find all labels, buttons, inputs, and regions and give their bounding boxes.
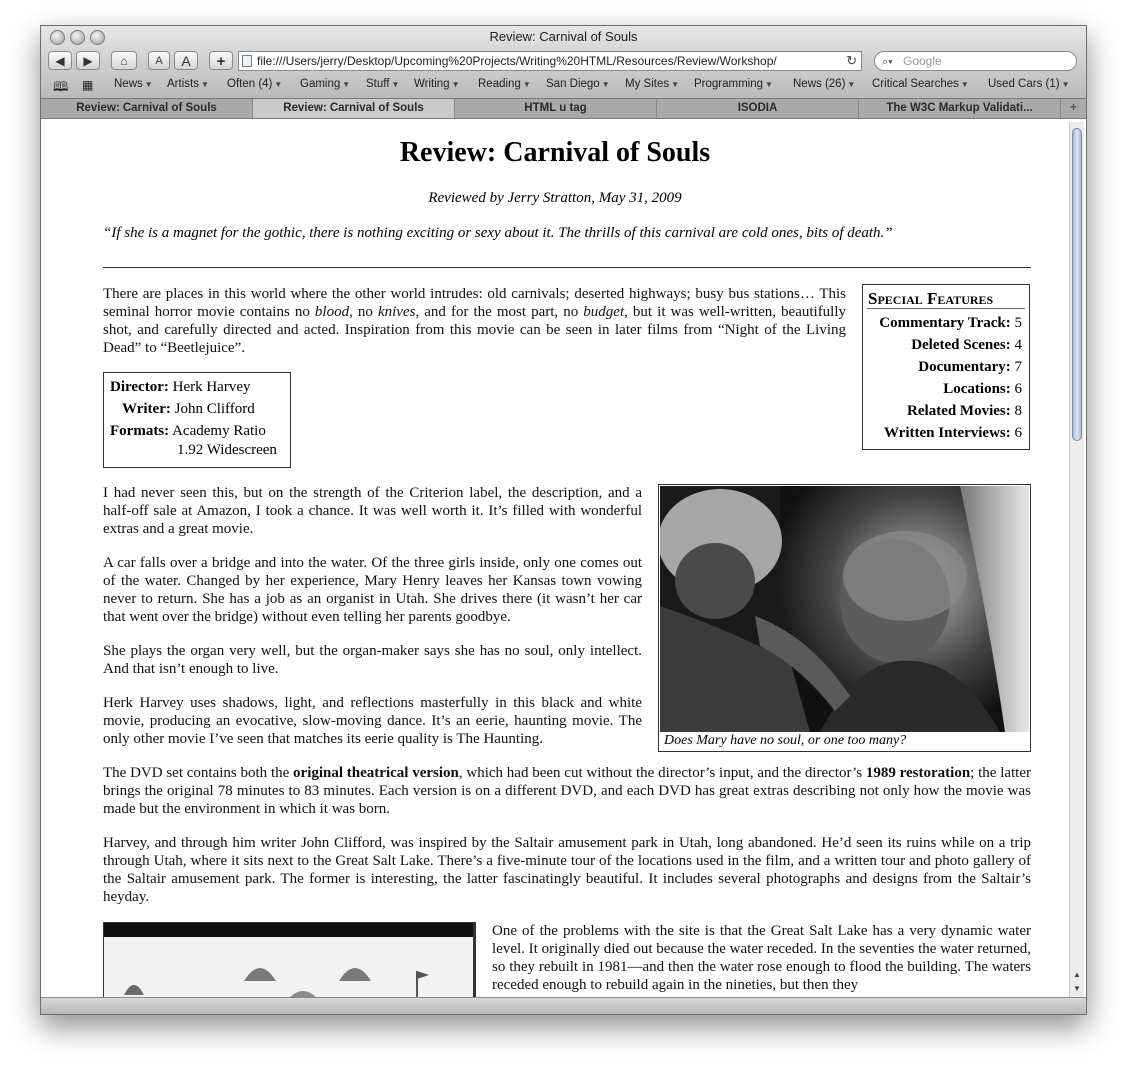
back-arrow-icon: ◀ (55, 54, 65, 68)
divider (103, 267, 1031, 268)
feature-documentary: Documentary: 7 (918, 359, 1022, 375)
bookmark-critical-searches[interactable]: Critical Searches ▼ (872, 78, 969, 90)
movie-still-image (660, 486, 1029, 732)
credit-format-2: 1.92 Widescreen (177, 442, 277, 458)
intro-paragraph: There are places in this world where the other world intrudes: old carnivals; deserted highways; busy bus stations… This seminal horror movie contains no blood, no knives, and for the most part, no budget, but it was well-written, beautifully shot, and carefully directed and acted. Inspiration from this movie can be seen in later films from “Night of the Living Dead” to “Beetlejuice”. (103, 286, 847, 356)
add-bookmark-button[interactable]: + (209, 51, 233, 70)
credit-formats: Formats: Academy Ratio (110, 423, 266, 439)
tab-isodia[interactable]: ISODIA (657, 99, 859, 118)
scroll-down-arrow-icon[interactable]: ▼ (1073, 984, 1081, 993)
tab-bar (41, 98, 1086, 119)
window-title: Review: Carnival of Souls (489, 29, 638, 44)
credits-box (103, 372, 291, 468)
bookmark-stuff[interactable]: Stuff ▼ (366, 78, 400, 90)
saltair-photo (103, 922, 476, 997)
byline: Reviewed by Jerry Stratton, May 31, 2009 (428, 190, 682, 206)
page-content (41, 122, 1069, 997)
address-text: file:///Users/jerry/Desktop/Upcoming%20Projects/Writing%20HTML/Resources/Review/Workshop/ (257, 54, 777, 68)
credit-director: Director: Herk Harvey (110, 379, 251, 395)
page-title: Review: Carnival of Souls (399, 137, 711, 168)
vertical-scrollbar[interactable] (1069, 122, 1084, 997)
new-tab-plus-icon[interactable]: + (1070, 102, 1077, 114)
feature-related-movies: Related Movies: 8 (907, 403, 1022, 419)
status-bar (41, 997, 1086, 1014)
feature-commentary: Commentary Track: 5 (879, 315, 1022, 331)
saltair-photo-image (104, 923, 474, 997)
feature-written-interviews: Written Interviews: 6 (883, 425, 1022, 441)
bookmark-artists[interactable]: Artists ▼ (167, 78, 209, 90)
bigger-text-button[interactable]: A (174, 51, 198, 70)
tab-html-u-tag[interactable]: HTML u tag (455, 99, 657, 118)
credit-writer: Writer: John Clifford (122, 401, 255, 417)
back-button[interactable] (48, 51, 72, 70)
bookmark-news-26[interactable]: News (26) ▼ (793, 78, 856, 90)
bookmark-my-sites[interactable]: My Sites ▼ (625, 78, 680, 90)
paragraph-saltair: Harvey, and through him writer John Clifford, was inspired by the Saltair amusement park in Utah, long abandoned. He’d seen its ruins while on a trip through Utah, where it sits next to the Great Salt Lake. There’s a five-minute tour of the locations used in the film, and a written tour and photo gallery of the Saltair amusement park. The former is interesting, the latter fascinatingly beautiful. It includes several photographs and designs from the Saltair’s heyday. (103, 835, 1031, 905)
scroll-up-arrow-icon[interactable]: ▲ (1073, 970, 1081, 979)
special-features-box (862, 284, 1030, 450)
movie-still-figure (658, 484, 1031, 752)
bookmark-san-diego[interactable]: San Diego ▼ (546, 78, 610, 90)
paragraph-organ: She plays the organ very well, but the organ-maker says she has no soul, only intellect. And that isn’t enough to live. (103, 643, 642, 677)
bookmark-news[interactable]: News ▼ (114, 78, 153, 90)
address-bar[interactable] (238, 51, 862, 71)
grid-icon[interactable]: ▦ (82, 78, 94, 92)
figure-caption: Does Mary have no soul, or one too many? (664, 733, 907, 748)
browser-window (40, 25, 1087, 1015)
book-icon[interactable]: 🕮 (53, 79, 69, 94)
feature-locations: Locations: 6 (943, 381, 1022, 397)
home-icon: ⌂ (120, 54, 128, 68)
search-icon: ⌕▾ (882, 56, 893, 68)
tab-review-1[interactable]: Review: Carnival of Souls (41, 99, 253, 118)
bookmark-gaming[interactable]: Gaming ▼ (300, 78, 351, 90)
pull-quote: “If she is a magnet for the gothic, there is nothing exciting or sexy about it. The thrills of this carnival are cold ones, bits of death.” (103, 225, 893, 241)
reload-icon[interactable]: ↻ (846, 53, 857, 68)
paragraph-shadows: Herk Harvey uses shadows, light, and reflections masterfully in this black and white movie, producing an evocative, slow-moving dance. It’s an eerie, haunting movie. The only other movie I’ve seen that matches its eerie quality is The Haunting. (103, 695, 642, 747)
bookmark-writing[interactable]: Writing ▼ (414, 78, 460, 90)
paragraph-lake: One of the problems with the site is that the Great Salt Lake has a very dynamic water level. It originally died out because the water receded. In the seventies the water returned, so they rebuilt in 1981—and then the water rose enough to flood the building. The waters receded enough to rebuild again in the nineties, but then they (492, 923, 1031, 993)
bookmark-often[interactable]: Often (4) ▼ (227, 78, 283, 90)
paragraph-plot: A car falls over a bridge and into the water. Of the three girls inside, only one comes out of the water. Changed by her experience, Mary Henry leaves her Kansas town vowing never to return. She has a job as an organist in Utah. She drives there (it wasn’t her car that went over the bridge) without even telling her parents goodbye. (103, 555, 642, 625)
forward-arrow-icon: ▶ (83, 54, 93, 68)
search-field[interactable] (874, 51, 1077, 71)
paragraph-criterion: I had never seen this, but on the strength of the Criterion label, the description, and a half-off sale at Amazon, I took a chance. It was well worth it. It’s filled with wonderful extras and a great movie. (103, 485, 642, 537)
feature-deleted-scenes: Deleted Scenes: 4 (911, 337, 1022, 353)
toolbar-area (41, 26, 1086, 98)
smaller-text-button[interactable]: A (148, 51, 170, 70)
search-placeholder: Google (903, 54, 942, 68)
bookmark-reading[interactable]: Reading ▼ (478, 78, 531, 90)
page-icon (242, 55, 252, 67)
features-rule (867, 308, 1025, 309)
tab-w3c-validator[interactable]: The W3C Markup Validati... (859, 99, 1061, 118)
forward-button[interactable] (76, 51, 100, 70)
bookmark-used-cars[interactable]: Used Cars (1) ▼ (988, 78, 1070, 90)
bookmark-programming[interactable]: Programming ▼ (694, 78, 773, 90)
bookmarks-bar (41, 76, 1086, 96)
special-features-heading: Special Features (868, 289, 994, 308)
tab-review-2[interactable]: Review: Carnival of Souls (253, 99, 455, 118)
home-button[interactable] (111, 51, 137, 70)
scroll-thumb[interactable] (1072, 128, 1082, 441)
paragraph-dvd: The DVD set contains both the original theatrical version, which had been cut without the director’s input, and the director’s 1989 restoration; the latter brings the original 78 minutes to 83 minutes. Each version is on a different DVD, and each DVD has great extras describing not only how the movie was made but the environment in which it was born. (103, 765, 1032, 817)
